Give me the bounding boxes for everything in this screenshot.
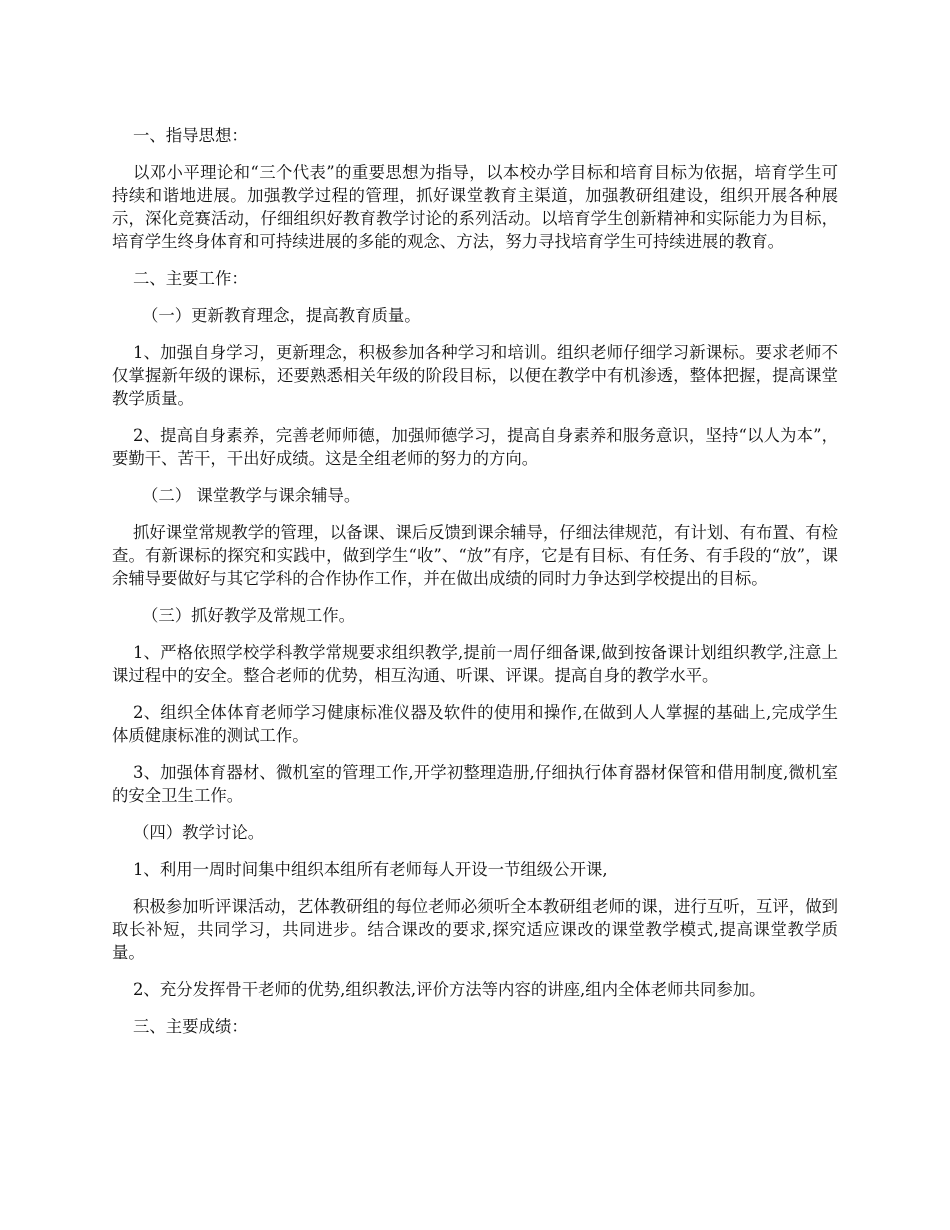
paragraph-guiding-ideology: 以邓小平理论和“三个代表”的重要思想为指导，以本校办学目标和培育目标为依据，培育学生可持续和谐地进展。加强教学过程的管理，抓好课堂教育主渠道，加强教研组建设，组织开展各种展示，深化竞赛活动，仔细组织好教育教学讨论的系列活动。以培育学生创新精神和实际能力为目标，培育学生终身体育和可持续进展的多能的观念、方法，努力寻找培育学生可持续进展的教育。 xyxy=(112,163,838,251)
paragraph-health-standard: 2、组织全体体育老师学习健康标准仪器及软件的使用和操作,在做到人人掌握的基础上,完成学生体质健康标准的测试工作。 xyxy=(112,703,838,745)
subheading-teaching-research: （四）教学讨论。 xyxy=(133,823,265,842)
subheading-education-concept: （一）更新教育理念，提高教育质量。 xyxy=(142,306,421,325)
section-heading-guiding-ideology: 一、指导思想： xyxy=(133,126,248,145)
paragraph-teacher-ethics: 2、提高自身素养，完善老师师德，加强师德学习，提高自身素养和服务意识，坚持“以人为本”，要勤干、苦干，干出好成绩。这是全组老师的努力的方向。 xyxy=(112,426,838,468)
paragraph-self-study: 1、加强自身学习，更新理念，积极参加各种学习和培训。组织老师仔细学习新课标。要求老师不仅掌握新年级的课标，还要熟悉相关年级的阶段目标，以便在教学中有机渗透，整体把握，提高课堂教学质量。 xyxy=(112,343,838,408)
subheading-routine-work: （三）抓好教学及常规工作。 xyxy=(142,606,356,625)
paragraph-equipment-management: 3、加强体育器材、微机室的管理工作,开学初整理造册,仔细执行体育器材保管和借用制度,微机室的安全卫生工作。 xyxy=(112,763,838,805)
paragraph-open-class: 1、利用一周时间集中组织本组所有老师每人开设一节组级公开课, xyxy=(133,860,608,879)
section-heading-main-work: 二、主要工作： xyxy=(133,269,248,288)
paragraph-lesson-evaluation: 积极参加听评课活动，艺体教研组的每位老师必须听全本教研组老师的课，进行互听，互评，做到取长补短，共同学习，共同进步。结合课改的要求,探究适应课改的课堂教学模式,提高课堂教学质量。 xyxy=(112,897,838,962)
paragraph-classroom-management: 抓好课堂常规教学的管理，以备课、课后反馈到课余辅导，仔细法律规范，有计划、有布置、有检查。有新课标的探究和实践中，做到学生“收”、“放”有序，它是有目标、有任务、有手段的“放”，课余辅导要做好与其它学科的合作协作工作，并在做出成绩的同时力争达到学校提出的目标。 xyxy=(112,523,838,588)
section-heading-achievements: 三、主要成绩： xyxy=(133,1017,248,1036)
subheading-classroom-teaching: （二） 课堂教学与课余辅导。 xyxy=(142,486,361,505)
paragraph-lesson-preparation: 1、严格依照学校学科教学常规要求组织教学,提前一周仔细备课,做到按备课计划组织教学,注意上课过程中的安全。整合老师的优势，相互沟通、听课、评课。提高自身的教学水平。 xyxy=(112,643,838,685)
paragraph-backbone-teachers: 2、充分发挥骨干老师的优势,组织教法,评价方法等内容的讲座,组内全体老师共同参加。 xyxy=(133,980,766,999)
